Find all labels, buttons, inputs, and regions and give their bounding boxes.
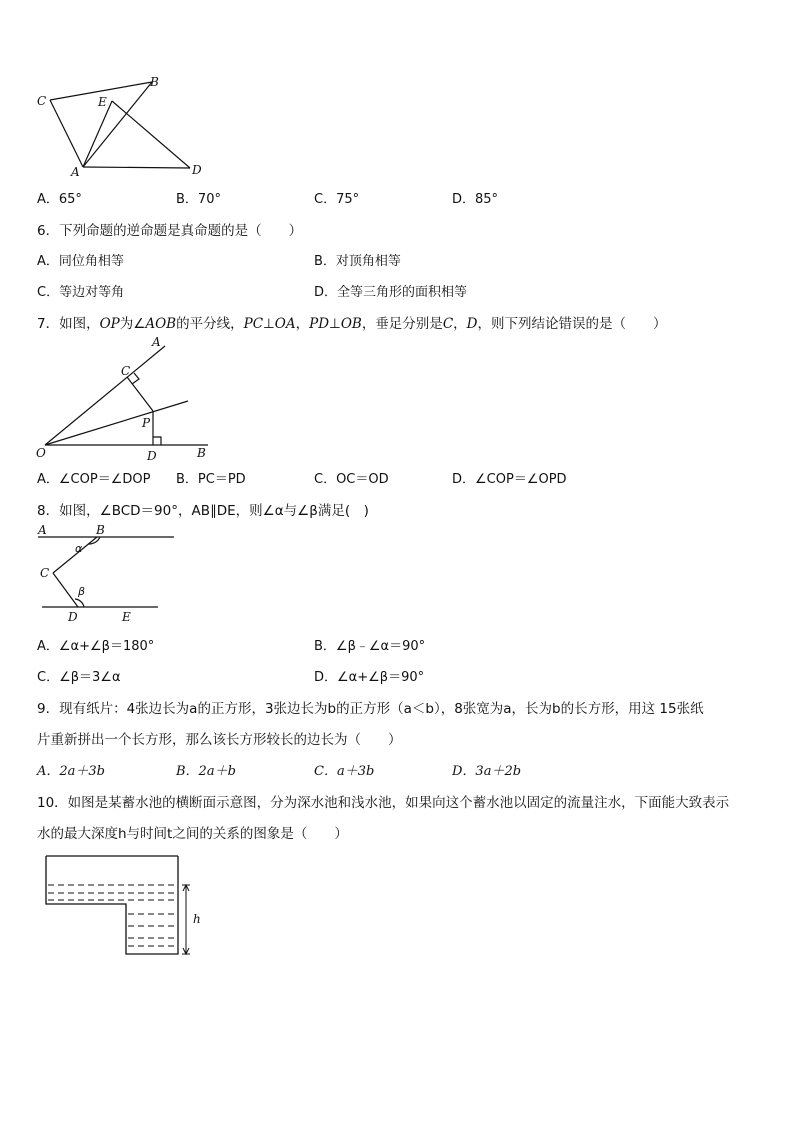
q5-option-d: D．85° (452, 192, 499, 207)
q6-option-d: D．全等三角形的面积相等 (314, 285, 468, 300)
fig5-label-e: E (98, 95, 107, 109)
q9-option-b: B．2a＋b (176, 764, 236, 779)
fig7-label-o: O (36, 446, 46, 460)
q7-option-c: C．OC＝OD (314, 472, 389, 487)
fig8-label-alpha: α (75, 542, 83, 555)
q8-option-c: C．∠β＝3∠α (37, 670, 121, 685)
q10-stem-line1: 10．如图是某蓄水池的横断面示意图，分为深水池和浅水池，如果向这个蓄水池以固定的流量注水，下面能大致表示 (37, 795, 730, 811)
fig5-label-a: A (71, 165, 80, 179)
q9-stem-line1: 9．现有纸片：4张边长为a的正方形，3张边长为b的正方形（a＜b），8张宽为a，长为b的长方形，用这 15张纸 (37, 701, 704, 717)
q10-stem-line2: 水的最大深度h与时间t之间的关系的图象是（ ） (37, 826, 348, 842)
fig8-label-d: D (68, 610, 78, 624)
fig5-label-b: B (150, 75, 159, 89)
fig8-label-b: B (96, 523, 105, 537)
fig7-label-d: D (147, 449, 157, 463)
fig8-label-c: C (40, 566, 50, 580)
fig7-label-a: A (152, 335, 161, 349)
fig7-label-b: B (197, 446, 206, 460)
q6-option-c: C．等边对等角 (37, 285, 125, 300)
q7-stem: 7．如图，OP为∠AOB的平分线，PC⊥OA，PD⊥OB，垂足分别是C，D，则下列结论错误的是（ ） (37, 316, 667, 332)
q7-option-d: D．∠COP＝∠OPD (452, 472, 567, 487)
q7-option-b: B．PC＝PD (176, 472, 246, 487)
q9-option-a: A．2a＋3b (37, 764, 106, 779)
q5-figure (30, 70, 210, 180)
fig10-label-h: h (193, 912, 201, 926)
q5-option-b: B．70° (176, 192, 221, 207)
q6-stem: 6．下列命题的逆命题是真命题的是（ ） (37, 223, 303, 239)
q5-option-a: A．65° (37, 192, 82, 207)
fig8-label-a: A (38, 523, 47, 537)
q8-option-d: D．∠α+∠β＝90° (314, 670, 425, 685)
q8-option-b: B．∠β﹣∠α＝90° (314, 639, 426, 654)
q6-option-b: B．对顶角相等 (314, 254, 401, 269)
q9-option-c: C．a＋3b (314, 764, 375, 779)
q9-stem-line2: 片重新拼出一个长方形，那么该长方形较长的边长为（ ） (37, 732, 402, 748)
q8-figure (30, 520, 190, 630)
fig5-label-c: C (37, 94, 47, 108)
q10-figure (40, 852, 220, 962)
fig5-label-d: D (192, 163, 202, 177)
q7-figure (30, 333, 220, 463)
fig7-label-p: P (142, 416, 151, 430)
fig7-label-c: C (121, 364, 131, 378)
q8-option-a: A．∠α+∠β＝180° (37, 639, 155, 654)
q7-option-a: A．∠COP＝∠DOP (37, 472, 151, 487)
fig8-label-e: E (122, 610, 131, 624)
q8-stem: 8．如图，∠BCD＝90°，AB∥DE，则∠α与∠β满足( ) (37, 503, 369, 519)
q6-option-a: A．同位角相等 (37, 254, 124, 269)
q9-option-d: D．3a＋2b (452, 764, 522, 779)
fig8-label-beta: β (78, 585, 86, 598)
q5-option-c: C．75° (314, 192, 360, 207)
